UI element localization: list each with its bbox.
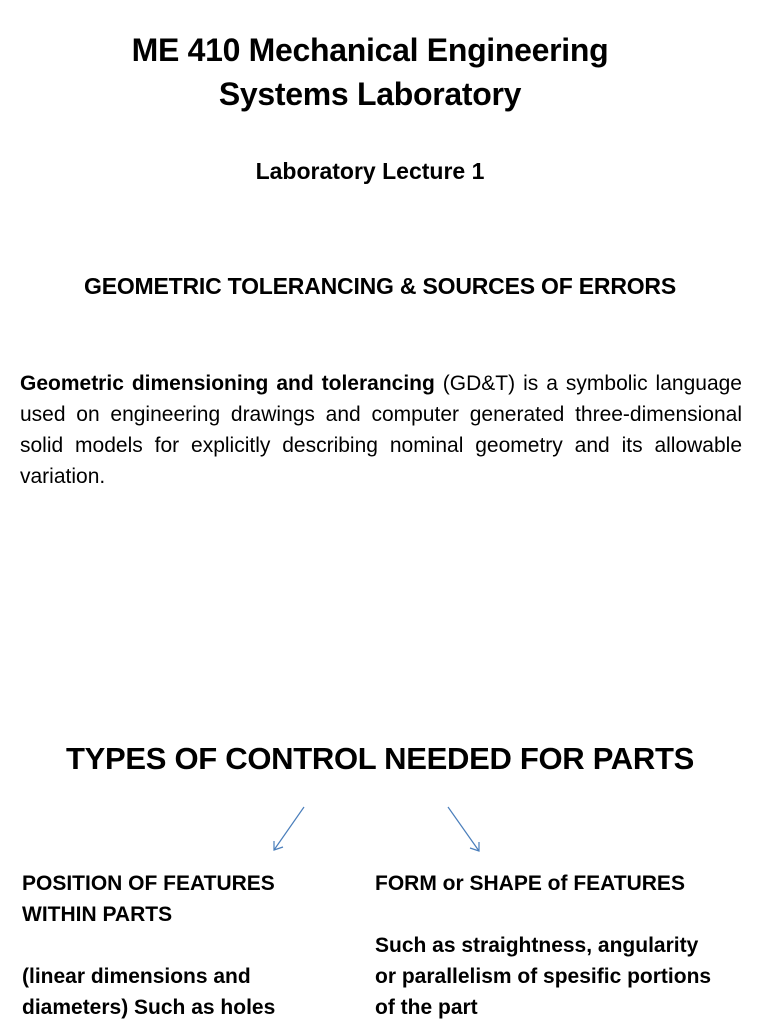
arrow-left-icon xyxy=(274,807,304,850)
slide-title-line-1: ME 410 Mechanical Engineering xyxy=(131,32,609,68)
intro-text: (GD&T) is a symbolic language used on engineering drawings and computer generated three-dimensional solid models for explicitly describing nominal geometry and its allowable variation. xyxy=(20,372,742,488)
form-heading: FORM or SHAPE of FEATURES xyxy=(375,872,685,895)
position-body-line-2: diameters) Such as holes xyxy=(22,996,276,1019)
form-body-line-3: of the part xyxy=(375,996,478,1019)
slide-subtitle: Laboratory Lecture 1 xyxy=(255,158,485,184)
intro-term: Geometric dimensioning and tolerancing xyxy=(20,372,435,395)
position-features-column xyxy=(22,868,342,1023)
section-title: TYPES OF CONTROL NEEDED FOR PARTS xyxy=(66,741,694,776)
form-body-line-2: or parallelism of spesific portions xyxy=(375,965,712,988)
form-body-line-1: Such as straightness, angularity xyxy=(375,934,699,957)
slide-title xyxy=(0,28,740,116)
slide-title-line-2: Systems Laboratory xyxy=(218,76,522,112)
position-body-line-1: (linear dimensions and xyxy=(22,965,251,988)
position-heading-line-2: WITHIN PARTS xyxy=(22,903,173,926)
topic-heading: GEOMETRIC TOLERANCING & SOURCES OF ERRORS xyxy=(84,273,676,299)
position-heading-line-1: POSITION OF FEATURES xyxy=(22,872,275,895)
intro-paragraph xyxy=(20,368,742,492)
arrow-right-icon xyxy=(448,807,479,851)
form-features-column xyxy=(375,868,755,1023)
